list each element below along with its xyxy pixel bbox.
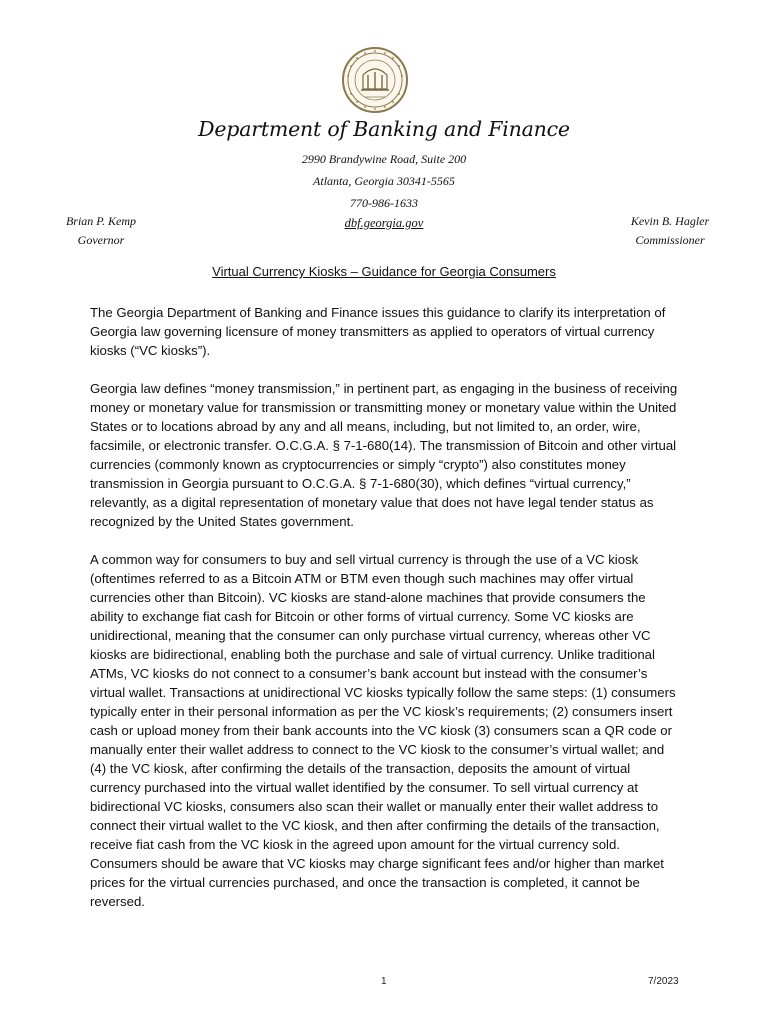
department-name: Department of Banking and Finance bbox=[198, 117, 570, 141]
address-line-2: Atlanta, Georgia 30341-5565 bbox=[313, 174, 455, 188]
footer-date: 7/2023 bbox=[648, 976, 679, 987]
website-link[interactable]: dbf.georgia.gov bbox=[344, 216, 424, 230]
governor-name: Brian P. Kemp bbox=[65, 214, 137, 228]
paragraph-1: The Georgia Department of Banking and Finance issues this guidance to clarify its interpretation of Georgia law governing licensure of money transmitters as applied to operators of virtual currency kiosks (“VC kiosks”). bbox=[90, 305, 666, 358]
phone-number: 770-986-1633 bbox=[350, 196, 418, 210]
paragraph-2: Georgia law defines “money transmission,” in pertinent part, as engaging in the business of receiving money or monetary value for transmission or transmitting money or monetary value within the United States or to locations abroad by any and all means, including, but not limited to, an order, wire, facsimile, or electronic transfer. O.C.G.A. § 7-1-680(14). The transmission of Bitcoin and other virtual currencies (commonly known as cryptocurrencies or simply “crypto”) also constitutes money transmission in Georgia pursuant to O.C.G.A. § 7-1-680(30), which defines “virtual currency,” relevantly, as a digital representation of monetary value that does not have legal tender status as recognized by the United States government. bbox=[90, 381, 678, 529]
paragraph-3: A common way for consumers to buy and sell virtual currency is through the use of a VC kiosk (oftentimes referred to as a Bitcoin ATM or BTM even though such machines may offer virtual currencies other than Bitcoin). VC kiosks are stand-alone machines that provide consumers the ability to exchange fiat cash for Bitcoin or other forms of virtual currency. Some VC kiosks are unidirectional, meaning that the consumer can only purchase virtual currency, whereas other VC kiosks are bidirectional, enabling both the purchase and sale of virtual currency. Unlike traditional ATMs, VC kiosks do not connect to a consumer’s bank account but instead with the consumer’s virtual wallet. Transactions at unidirectional VC kiosks typically follow the same steps: (1) consumers typically enter in their personal information as per the VC kiosk’s requirements; (2) consumers insert cash or upload money from their bank accounts into the VC kiosk (3) consumers scan a QR code or manually enter their wallet address to connect to the VC kiosk to the consumer’s virtual wallet; and (4) the VC kiosk, after confirming the details of the transaction, deposits the amount of virtual currency purchased into the virtual wallet identified by the consumer. To sell virtual currency at bidirectional VC kiosks, consumers also scan their wallet or manually enter their wallet address to connect their virtual wallet to the VC kiosk, and then after confirming the details of the transaction, receive fiat cash from the VC kiosk in the agreed upon amount for the virtual currency sold. Consumers should be aware that VC kiosks may charge significant fees and/or higher than market prices for the virtual currencies purchased, and once the transaction is completed, it cannot be reversed. bbox=[90, 552, 676, 909]
document-title: Virtual Currency Kiosks – Guidance for Georgia Consumers bbox=[212, 264, 556, 279]
commissioner-block bbox=[605, 212, 735, 250]
address-line-1: 2990 Brandywine Road, Suite 200 bbox=[301, 152, 467, 166]
commissioner-name: Kevin B. Hagler bbox=[630, 214, 710, 228]
governor-title: Governor bbox=[77, 233, 125, 247]
governor-block bbox=[36, 212, 166, 250]
document-body bbox=[90, 303, 680, 930]
commissioner-title: Commissioner bbox=[635, 233, 705, 247]
page-number: 1 bbox=[381, 976, 387, 987]
georgia-seal-icon bbox=[341, 45, 409, 117]
